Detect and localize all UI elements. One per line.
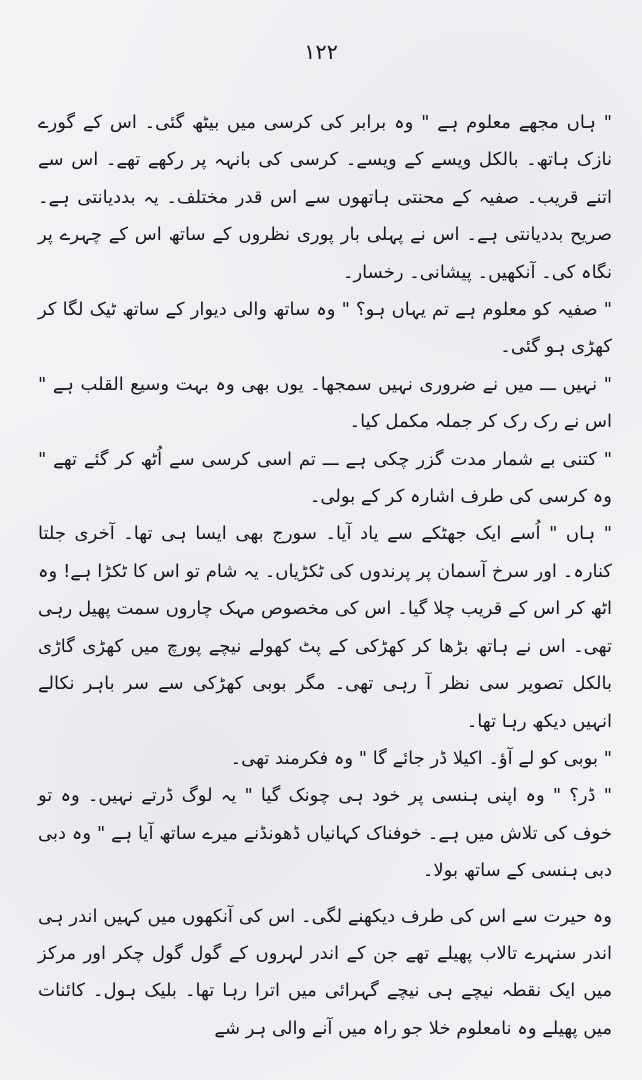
paragraph-4: " کتنی بے شمار مدت گزر چکی ہے ـــ تم اسی کرسی سے اُٹھ کر گئے تھے " وہ کرسی کی طرف اشارہ کر کے بولی۔	[38, 448, 612, 508]
paragraph-6: " بوبی کو لے آؤ۔ اکیلا ڈر جائے گا " وہ فکرمند تھی۔	[230, 747, 612, 769]
story-text	[38, 104, 612, 1047]
paragraph-1: " ہاں مجھے معلوم ہے " وہ برابر کی کرسی میں بیٹھ گئی۔ اس کے گورے نازک ہاتھ۔ بالکل ویسے کے ویسے۔ کرسی کی بانہہ پر رکھے تھے۔ اس سے اتنے قریب۔ صفیہ کے محنتی ہاتھوں سے اس قدر مختلف۔ یہ بددیانتی ہے۔ صریح بددیانتی ہے۔ اس نے پہلی بار پوری نظروں کے ساتھ اس کے چہرے پر نگاہ کی۔ آنکھیں۔ پیشانی۔ رخسار۔	[38, 112, 612, 283]
paragraph-2: " صفیہ کو معلوم ہے تم یہاں ہو؟ " وہ ساتھ والی دیوار کے ساتھ ٹیک لگا کر کھڑی ہو گئی۔	[38, 299, 612, 358]
paragraph-5: " ہاں " اُسے ایک جھٹکے سے یاد آیا۔ سورج بھی ایسا ہی تھا۔ آخری جلتا کنارہ۔ اور سرخ آسمان پر پرندوں کی ٹکڑیاں۔ یہ شام تو اس کا ٹکڑا ہے! وہ اٹھ کر اس کے قریب چلا گیا۔ اس کی مخصوص مہک چاروں سمت پھیل رہی تھی۔ اس نے ہاتھ بڑھا کر کھڑکی کے پٹ کھولے نیچے پورچ میں کھڑی گاڑی بالکل تصویر سی نظر آ رہی تھی۔ مگر بوبی کھڑکی سے سر باہر نکالے انہیں دیکھ رہا تھا۔	[38, 523, 612, 732]
page-number: ۱۲۲	[304, 40, 338, 64]
paragraph-8: وہ حیرت سے اس کی طرف دیکھنے لگی۔ اس کی آنکھوں میں کہیں اندر ہی اندر سنہرے تالاب پھیلے تھے جن کے اندر لہروں کے گول گول چکر اور مرکز میں ایک نقطہ نیچے ہی نیچے گہرائی میں اترا رہا تھا۔ بلیک ہول۔ کائنات میں پھیلے وہ نامعلوم خلا جو راہ میں آنے والی ہر شے	[38, 905, 612, 1039]
paragraph-3: " نہیں ـــ میں نے ضروری نہیں سمجھا۔ یوں بھی وہ بہت وسیع القلب ہے " اس نے رک رک کر جملہ مکمل کیا۔	[38, 373, 612, 433]
paragraph-7: " ڈر؟ " وہ اپنی ہنسی پر خود ہی چونک گیا " یہ لوگ ڈرتے نہیں۔ وہ تو خوف کی تلاش میں ہے۔ خوفناک کہانیاں ڈھونڈنے میرے ساتھ آیا ہے " وہ دبی دبی ہنسی کے ساتھ بولا۔	[38, 785, 612, 882]
